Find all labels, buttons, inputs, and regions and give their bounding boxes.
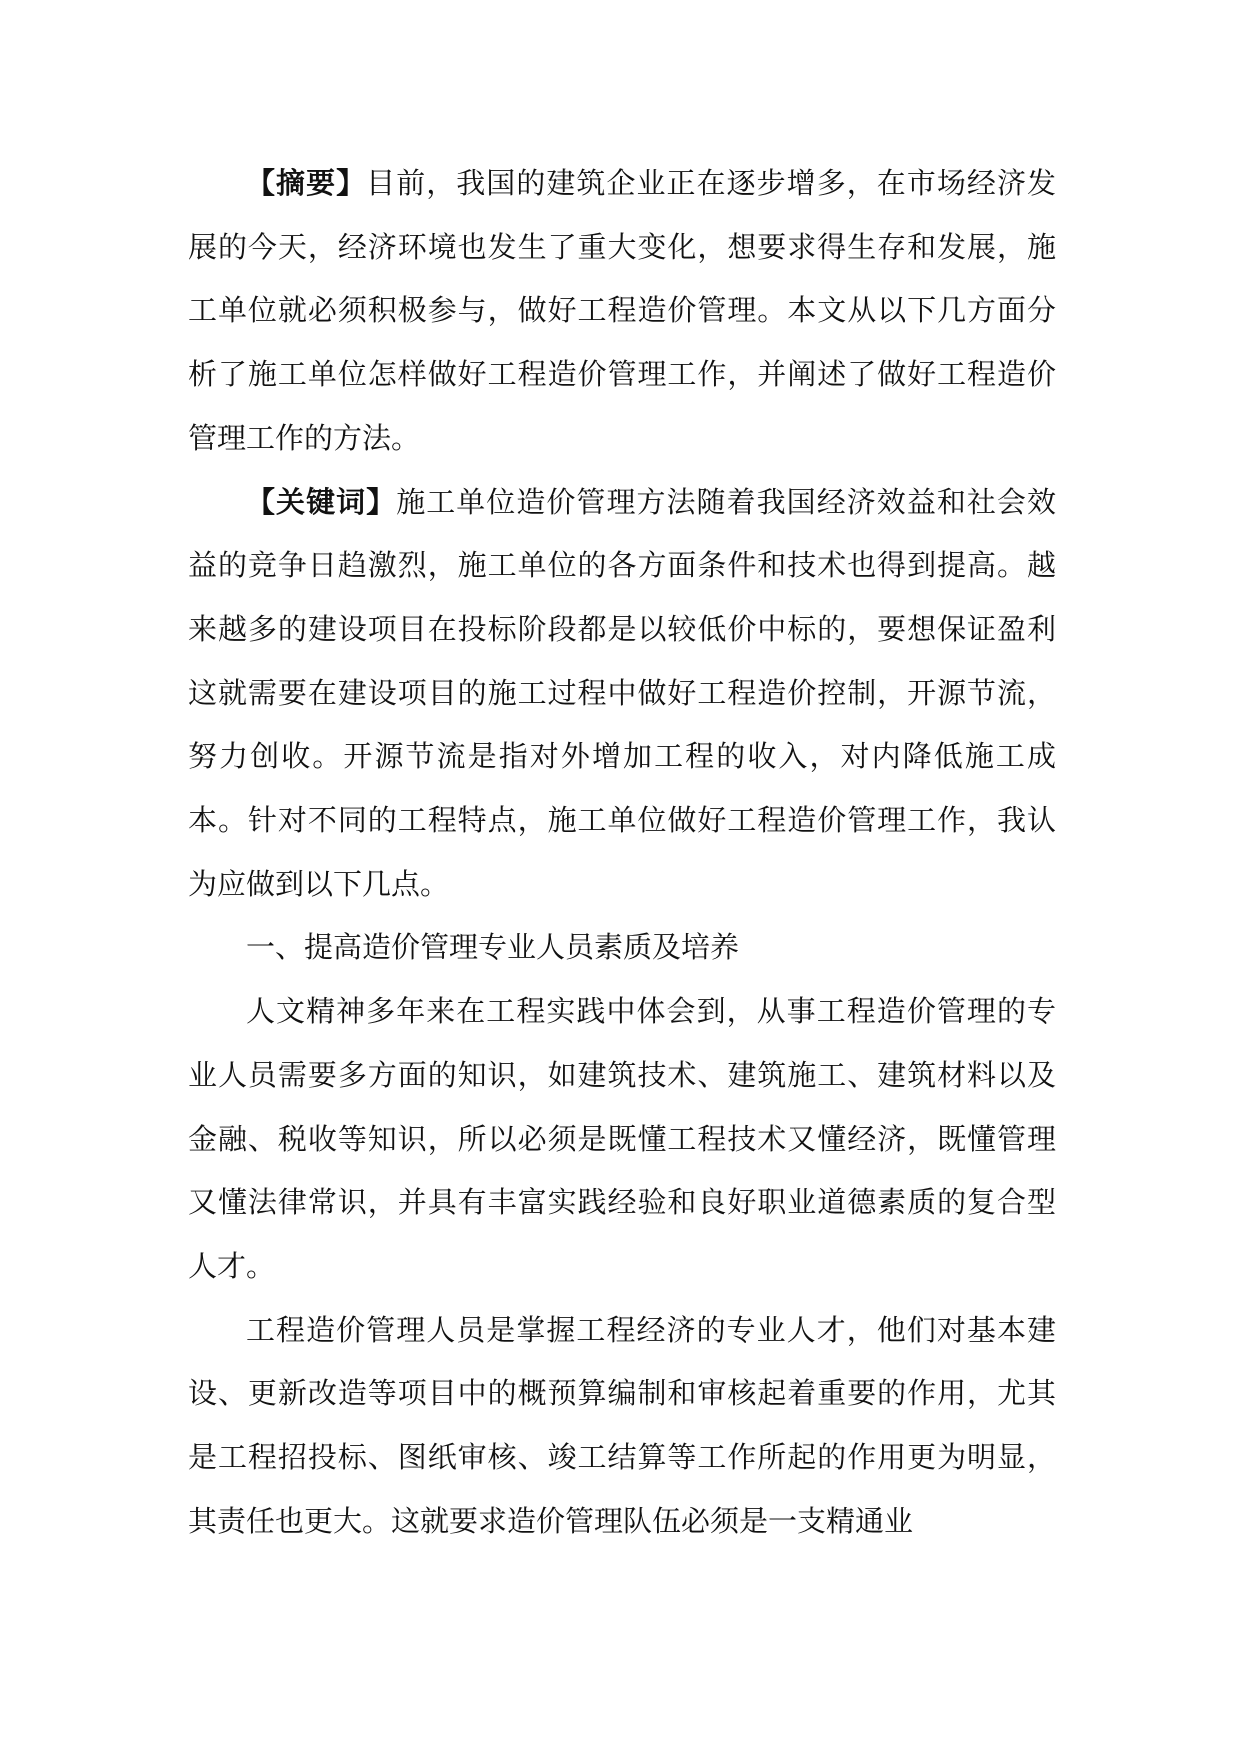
section-heading: 一、提高造价管理专业人员素质及培养 — [246, 930, 740, 965]
body-paragraph: 工程造价管理人员是掌握工程经济的专业人才，他们对基本建设、更新改造等项目中的概预算编制和审核起着重要的作用，尤其是工程招投标、图纸审核、竣工结算等工作所起的作用更为明显，其责任也更大。这就要求造价管理队伍必须是一支精通业 — [188, 1312, 1056, 1538]
document-page — [188, 152, 1056, 1553]
keywords-paragraph — [188, 471, 1056, 917]
abstract-paragraph — [188, 152, 1056, 471]
abstract-text: 目前，我国的建筑企业正在逐步增多，在市场经济发展的今天，经济环境也发生了重大变化，想要求得生存和发展，施工单位就必须积极参与，做好工程造价管理。本文从以下几方面分析了施工单位怎样做好工程造价管理工作，并阐述了做好工程造价管理工作的方法。 — [188, 166, 1056, 455]
keywords-tag: 【关键词】 — [246, 484, 397, 519]
keywords-text: 施工单位造价管理方法随着我国经济效益和社会效益的竞争日趋激烈，施工单位的各方面条件和技术也得到提高。越来越多的建设项目在投标阶段都是以较低价中标的，要想保证盈利这就需要在建设项目的施工过程中做好工程造价控制，开源节流，努力创收。开源节流是指对外增加工程的收入，对内降低施工成本。针对不同的工程特点，施工单位做好工程造价管理工作，我认为应做到以下几点。 — [188, 484, 1056, 901]
abstract-tag: 【摘要】 — [246, 166, 367, 200]
body-paragraph: 人文精神多年来在工程实践中体会到，从事工程造价管理的专业人员需要多方面的知识，如建筑技术、建筑施工、建筑材料以及金融、税收等知识，所以必须是既懂工程技术又懂经济，既懂管理又懂法律常识，并具有丰富实践经验和良好职业道德素质的复合型人才。 — [188, 994, 1056, 1283]
